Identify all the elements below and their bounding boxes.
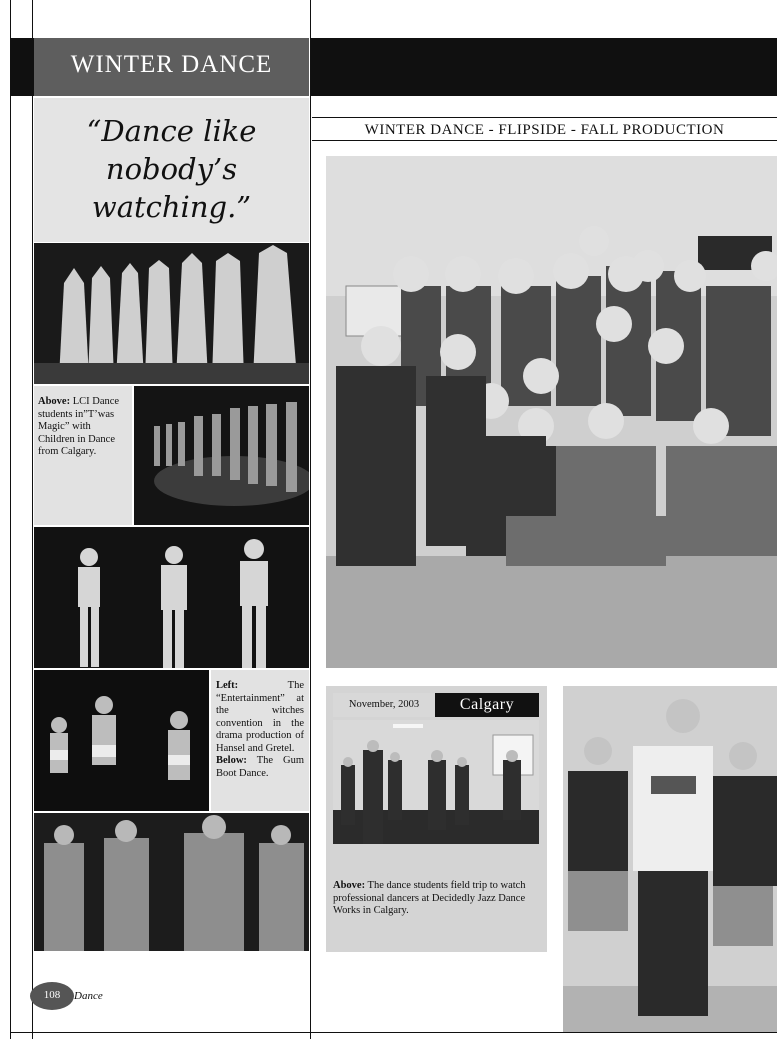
caption-above-text: LCI Dance students in”T’was Magic” with Children in Dance from Calgary. [38, 396, 120, 457]
photo-three-dancers [34, 527, 309, 668]
page-subhead: WINTER DANCE - FLIPSIDE - FALL PRODUCTION [312, 117, 777, 141]
caption-left-lead: Left: [216, 680, 239, 691]
section-title: WINTER DANCE [70, 51, 273, 78]
photo-stage-group [134, 386, 309, 525]
gutter-line-1 [32, 0, 33, 1039]
section-title-band [34, 38, 309, 96]
page-number-badge [30, 982, 74, 1010]
caption-above-lead: Above: [38, 396, 71, 407]
caption-above [34, 386, 132, 525]
photo-dance-studio [333, 720, 539, 844]
caption-fieldtrip [333, 880, 543, 918]
left-frame-line [10, 0, 11, 1039]
photo-hip-hop-dancers [563, 686, 777, 1032]
header-black-band [311, 38, 777, 96]
pull-quote: “Dance like nobody’s watching.” [34, 98, 309, 242]
page-number: 108 [43, 989, 61, 1001]
fieldtrip-header [333, 693, 539, 717]
photo-costume-dancers [34, 243, 309, 384]
fieldtrip-date: November, 2003 [333, 693, 435, 717]
photo-gum-boot-dance [34, 813, 309, 951]
caption-fieldtrip-text: The dance students field trip to watch professional dancers at Decidedly Jazz Dance Works in Calgary. [333, 880, 526, 916]
caption-left-text: The “Entertainment” at the witches convention in the drama production of Hansel and Gretel. [216, 680, 304, 754]
gutter-line-2 [310, 0, 311, 1039]
photo-witches-convention [34, 670, 209, 811]
caption-below-text: The Gum Boot Dance. [216, 755, 304, 779]
caption-fieldtrip-lead: Above: [333, 880, 366, 891]
photo-group-main [326, 156, 777, 668]
bottom-frame-line [10, 1032, 777, 1033]
caption-below-lead: Below: [216, 755, 247, 766]
section-label: Dance [74, 990, 103, 1002]
fieldtrip-city: Calgary [435, 693, 539, 717]
header-strip [10, 38, 34, 96]
caption-left-below [211, 670, 309, 811]
